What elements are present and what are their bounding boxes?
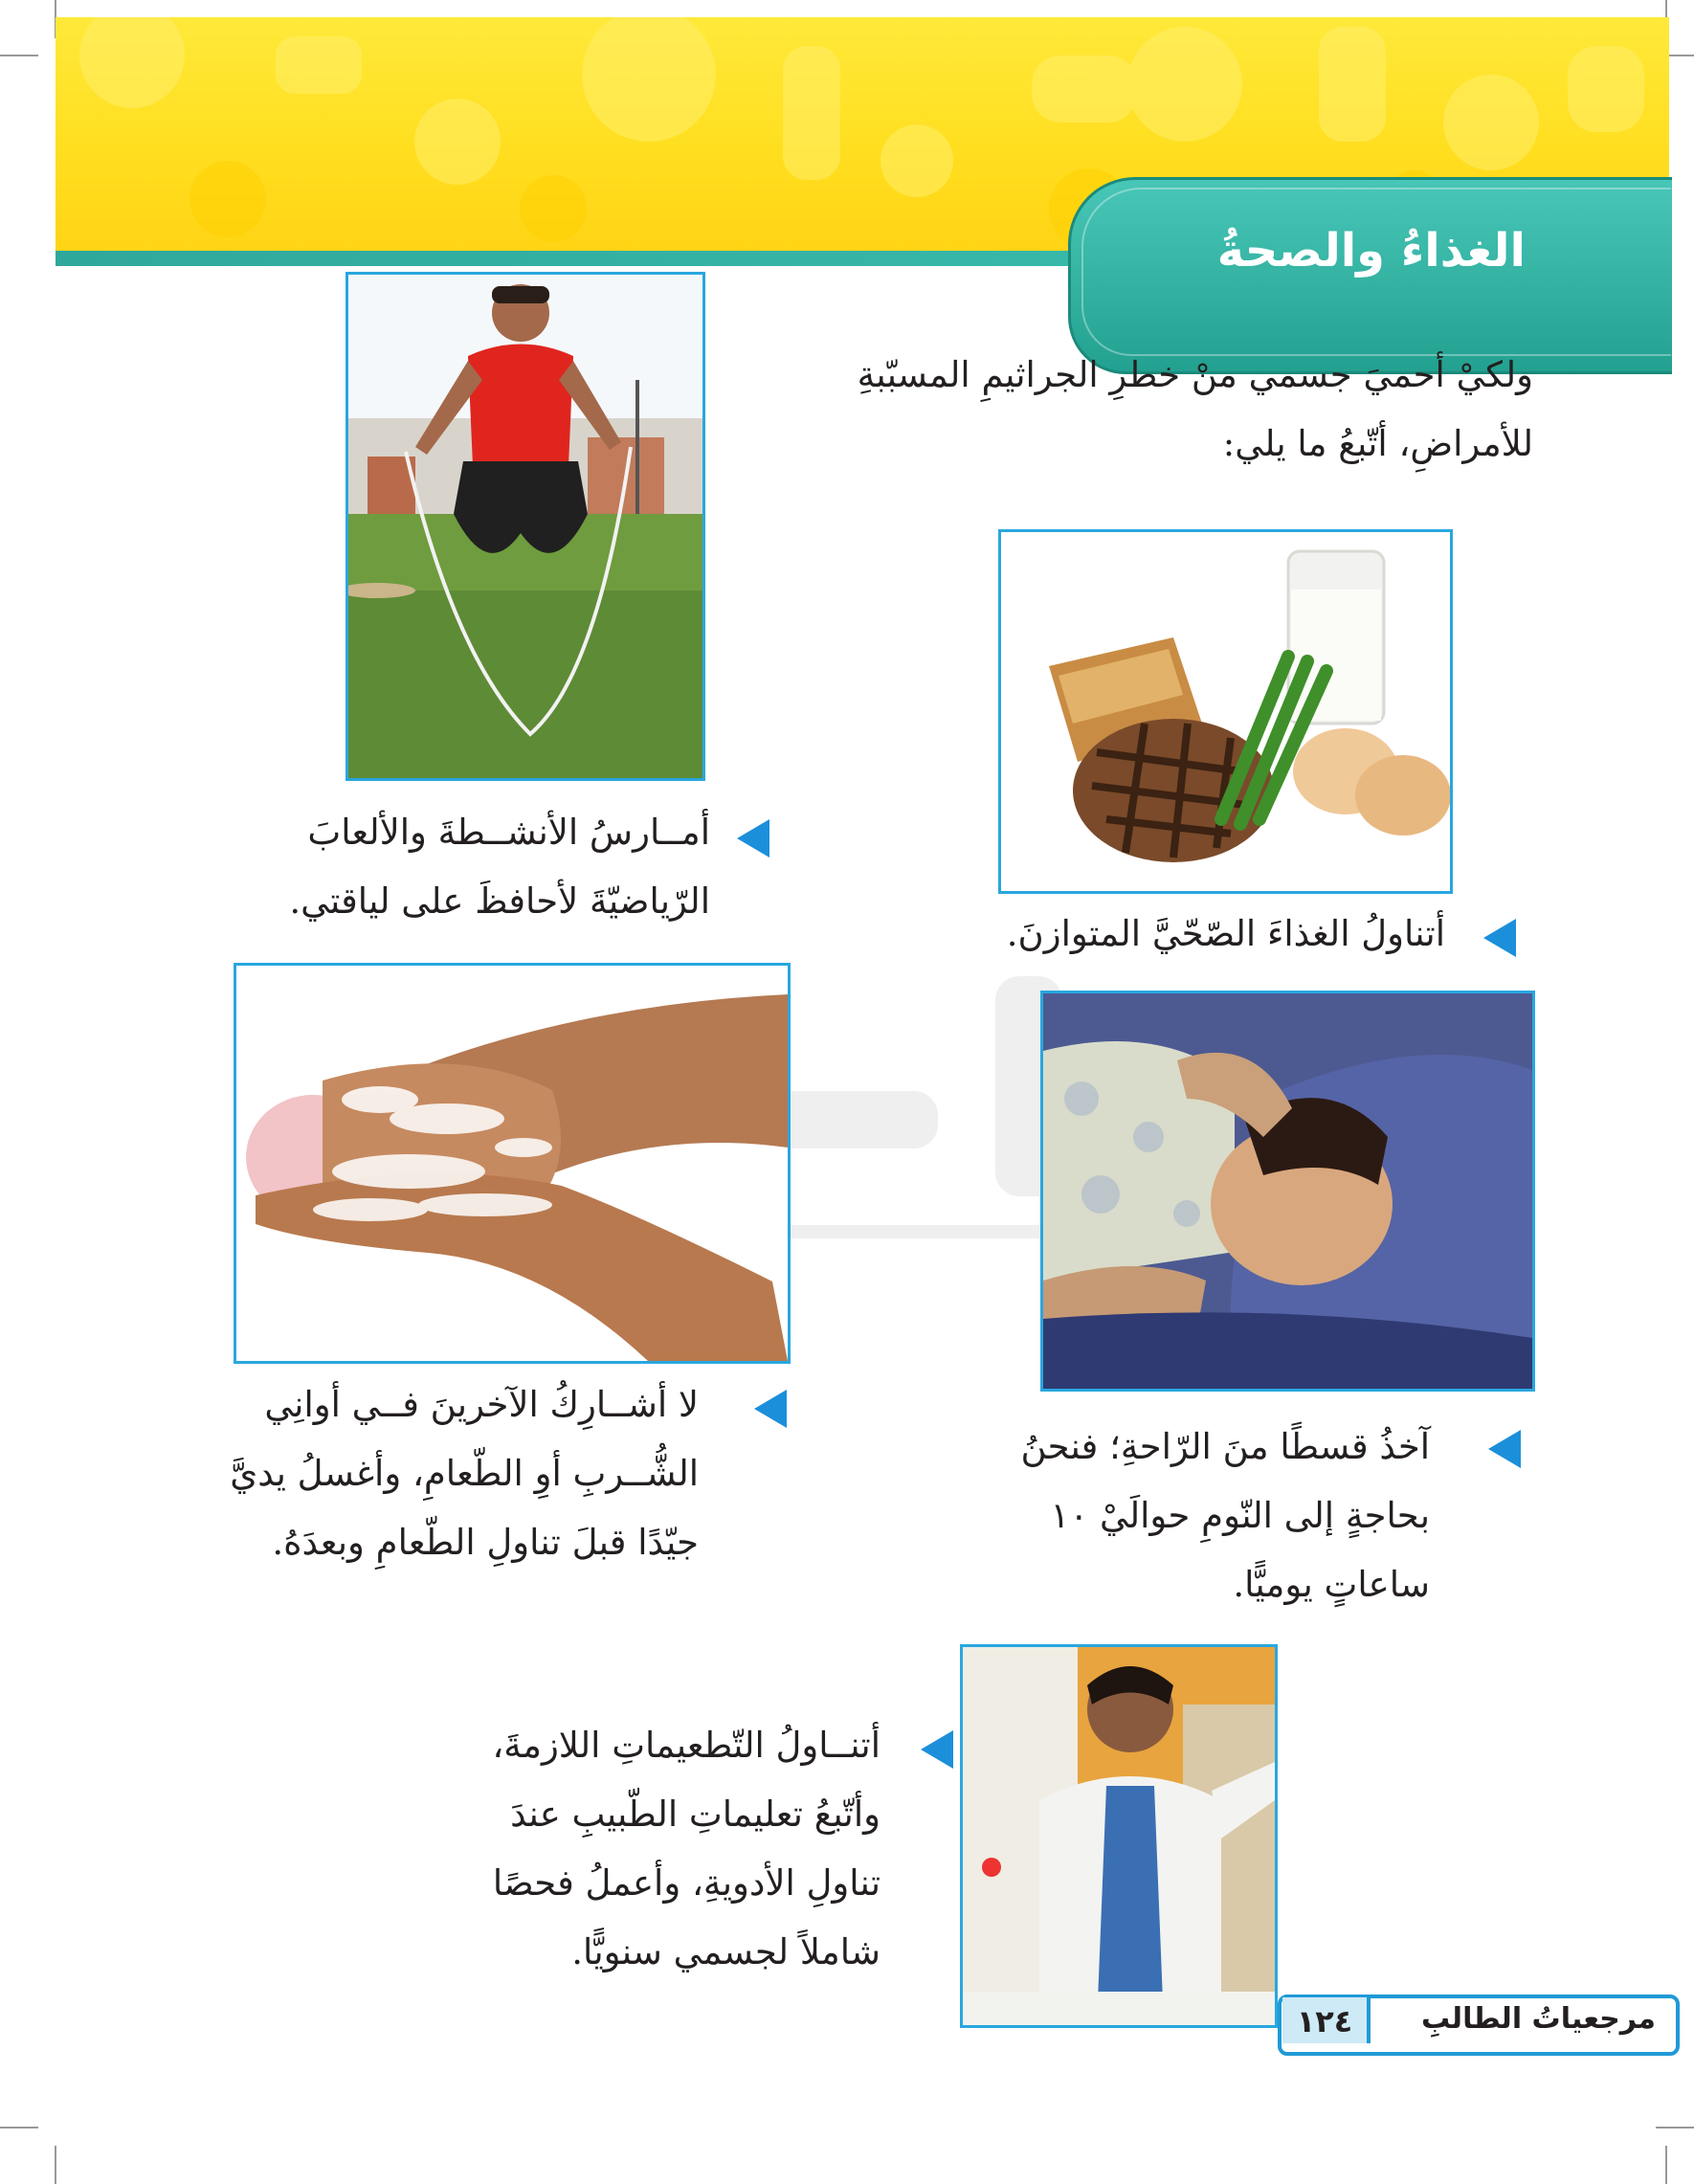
crop-mark [55,2146,56,2184]
caption-line: الرّياضيّةَ لأحافظَ على لياقتي. [289,880,710,922]
page-title: الغذاءُ والصحةُ [1216,224,1526,278]
caption-line: أتناولُ الغذاءَ الصّحّيَّ المتوازنَ. [1006,913,1445,954]
crop-mark [0,2127,38,2128]
intro-line: للأمراضِ، أتّبعُ ما يلي: [1222,423,1533,464]
balanced-meal-photo [998,529,1453,894]
boy-jumping-rope-photo [345,272,705,781]
caption-line: ساعاتٍ يوميًّا. [1233,1564,1430,1605]
caption-line: شاملاً لجسمي سنويًّا. [571,1931,880,1972]
caption-line: بحاجةٍ إلى النّومِ حوالَيْ ١٠ [1050,1495,1430,1536]
caption-line: لا أشــارِكُ الآخرينَ فــي أوانِي [264,1384,699,1425]
hand-washing-photo [234,963,791,1364]
bullet-icon [921,1730,953,1769]
crop-mark [1665,2146,1667,2184]
bullet-icon [737,819,769,858]
page-number: ١٢٤ [1282,1997,1371,2043]
caption-sleep [970,1413,1430,1619]
caption-line: أمــارسُ الأنشــطةَ والألعابَ [307,812,710,853]
intro-line: ولكيْ أحميَ جسمي منْ خطرِ الجراثيمِ المسبّبةِ [857,354,1533,395]
intro-paragraph [672,341,1533,479]
caption-line: تناولِ الأدويةِ، وأعملُ فحصًا [492,1862,880,1904]
bullet-icon [1488,1430,1521,1468]
caption-line: أتنــاولُ التّطعيماتِ اللازمةَ، [492,1725,880,1766]
crop-mark [1656,2127,1694,2128]
footer-label: مرجعياتُ الطالبِ [1421,2002,1656,2036]
caption-line: جيّدًا قبلَ تناولِ الطّعامِ وبعدَهُ. [272,1522,699,1563]
caption-vaccines [421,1711,880,1987]
caption-line: وأتّبعُ تعليماتِ الطّبيبِ عندَ [510,1794,880,1835]
doctor-photo [960,1644,1278,2028]
caption-line: آخذُ قسطًا منَ الرّاحةِ؛ فنحنُ [1020,1426,1430,1467]
sleeping-boy-photo [1040,991,1535,1392]
bullet-icon [754,1390,787,1428]
caption-hygiene [201,1371,699,1577]
bullet-icon [1483,919,1516,957]
caption-line: الشُّــربِ أوِ الطّعامِ، وأغسلُ يديَّ [230,1453,699,1494]
caption-food [775,900,1445,969]
caption-sports [212,798,710,936]
crop-mark [0,55,38,56]
